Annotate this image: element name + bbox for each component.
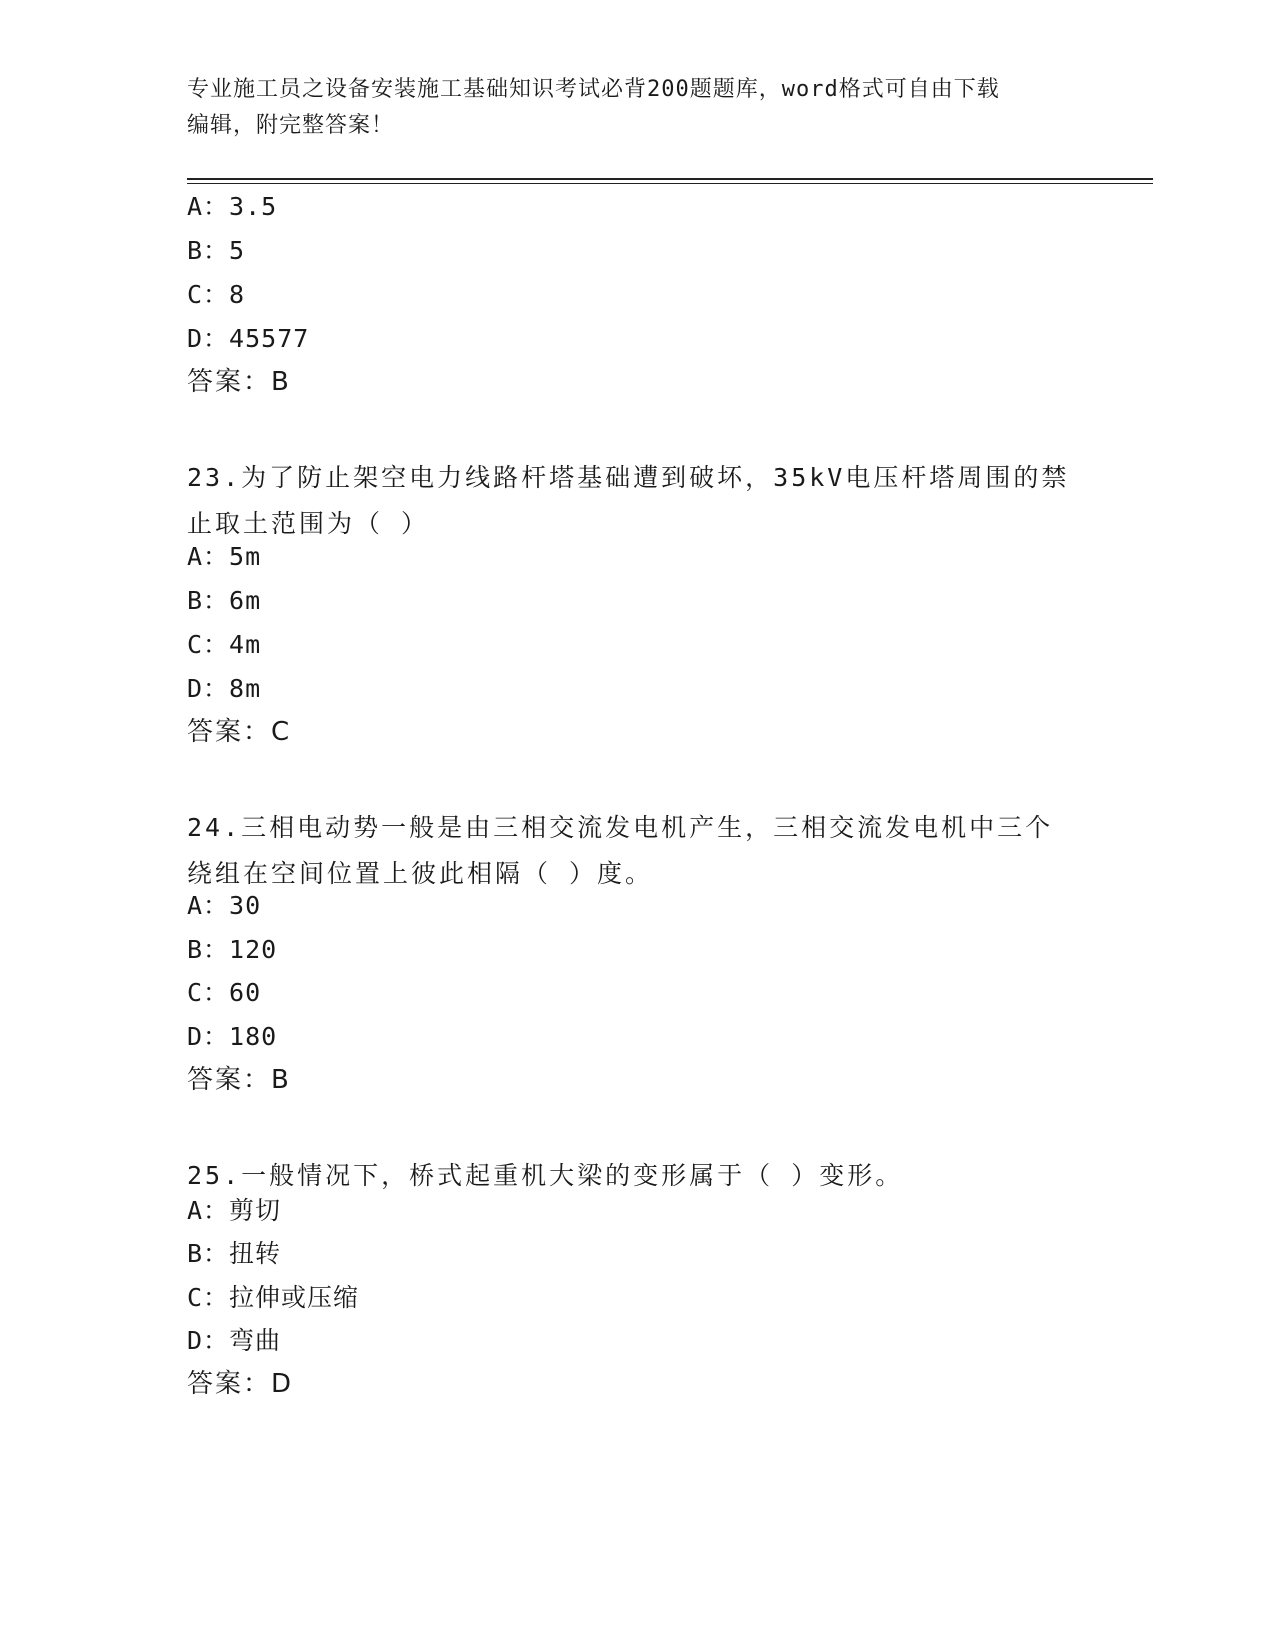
question-24-answer: 答案：B — [187, 1065, 291, 1095]
question-24-line-2: 绕组在空间位置上彼此相隔（ ）度。 — [187, 859, 654, 888]
header-line-1: 专业施工员之设备安装施工基础知识考试必背200题题库，word格式可自由下载 — [187, 77, 1000, 102]
question-23-option-d: D：8m — [187, 674, 262, 703]
question-25-option-c: C：拉伸或压缩 — [187, 1283, 360, 1312]
question-25-text — [187, 1153, 1087, 1199]
option-a: A：3.5 — [187, 192, 278, 221]
question-23-answer: 答案：C — [187, 717, 292, 747]
question-25-answer: 答案：D — [187, 1369, 294, 1399]
question-23-option-c: C：4m — [187, 630, 262, 659]
question-24-line-1: 24.三相电动势一般是由三相交流发电机产生，三相交流发电机中三个 — [187, 813, 1054, 842]
option-c: C：8 — [187, 280, 246, 309]
question-25-option-d: D：弯曲 — [187, 1326, 282, 1355]
answer: 答案：B — [187, 367, 291, 397]
question-23-line-1: 23.为了防止架空电力线路杆塔基础遭到破坏，35kV电压杆塔周围的禁 — [187, 463, 1070, 492]
question-24-option-c: C：60 — [187, 978, 262, 1007]
question-24-option-a: A：30 — [187, 891, 262, 920]
question-25-line-1: 25.一般情况下，桥式起重机大梁的变形属于（ ）变形。 — [187, 1161, 904, 1190]
question-23-option-a: A：5m — [187, 542, 262, 571]
question-24-option-b: B：120 — [187, 935, 278, 964]
question-25-option-a: A：剪切 — [187, 1196, 282, 1225]
question-24-text — [187, 805, 1087, 897]
question-24-option-d: D：180 — [187, 1022, 278, 1051]
header-divider — [187, 178, 1153, 180]
question-23-option-b: B：6m — [187, 586, 262, 615]
question-23-text — [187, 455, 1087, 547]
option-d: D：45577 — [187, 324, 310, 353]
question-23-line-2: 止取土范围为（ ） — [187, 509, 430, 538]
option-b: B：5 — [187, 236, 246, 265]
header-divider-thin — [187, 183, 1153, 184]
header-line-2: 编辑，附完整答案！ — [187, 113, 395, 138]
question-25-option-b: B：扭转 — [187, 1239, 282, 1268]
document-header — [187, 72, 1087, 144]
